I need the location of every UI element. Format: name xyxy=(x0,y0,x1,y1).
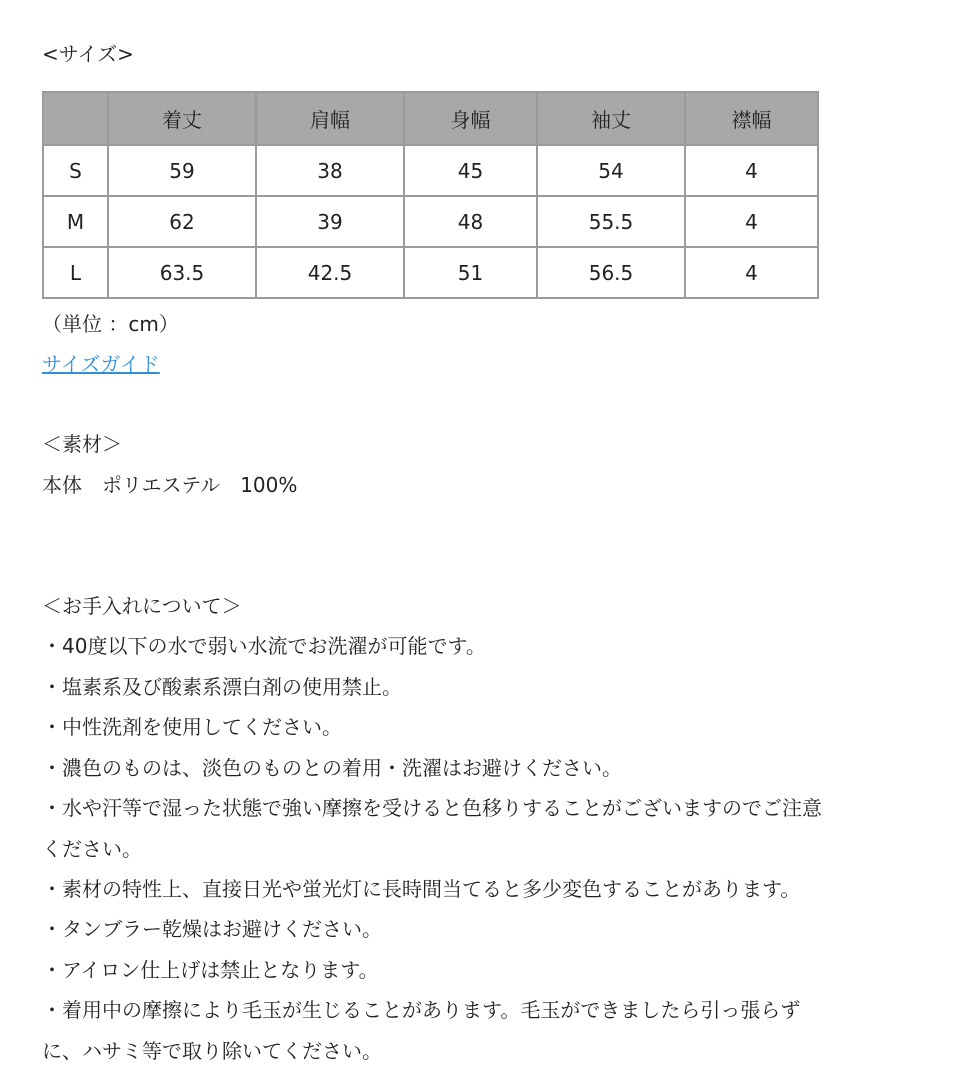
table-header-cell: 身幅 xyxy=(404,92,537,145)
table-cell: 4 xyxy=(685,196,818,247)
table-cell: 54 xyxy=(537,145,685,196)
table-cell: M xyxy=(43,196,108,247)
care-line: ・中性洗剤を使用してください。 xyxy=(42,715,342,739)
table-cell: 45 xyxy=(404,145,537,196)
table-cell: 39 xyxy=(256,196,404,247)
table-header-row xyxy=(43,92,818,145)
care-line: ・40度以下の水で弱い水流でお洗濯が可能です。 xyxy=(42,634,486,658)
table-header-cell xyxy=(43,92,108,145)
table-cell: 55.5 xyxy=(537,196,685,247)
table-header-cell: 着丈 xyxy=(108,92,256,145)
material-body: 本体 ポリエステル 100% xyxy=(42,473,298,497)
size-heading: <サイズ> xyxy=(42,42,134,66)
size-table xyxy=(42,91,819,299)
care-line: ・濃色のものは、淡色のものとの着用・洗濯はお避けください。 xyxy=(42,756,622,780)
table-cell: L xyxy=(43,247,108,298)
table-row xyxy=(43,196,818,247)
size-guide-link[interactable]: サイズガイド xyxy=(42,352,160,376)
table-cell: 63.5 xyxy=(108,247,256,298)
care-line: ・塩素系及び酸素系漂白剤の使用禁止。 xyxy=(42,675,402,699)
care-line: ・素材の特性上、直接日光や蛍光灯に長時間当てると多少変色することがあります。 xyxy=(42,877,801,901)
care-line: ・着用中の摩擦により毛玉が生じることがあります。毛玉ができましたら引っ張らず xyxy=(42,998,801,1022)
table-cell: 38 xyxy=(256,145,404,196)
table-cell: 42.5 xyxy=(256,247,404,298)
care-line: ください。 xyxy=(42,837,142,861)
table-cell: 56.5 xyxy=(537,247,685,298)
care-line: に、ハサミ等で取り除いてください。 xyxy=(42,1039,382,1063)
table-cell: 4 xyxy=(685,247,818,298)
care-line: ・タンブラー乾燥はお避けください。 xyxy=(42,917,382,941)
table-cell: 48 xyxy=(404,196,537,247)
care-heading: ＜お手入れについて＞ xyxy=(42,594,242,618)
care-line: ・水や汗等で湿った状態で強い摩擦を受けると色移りすることがございますのでご注意 xyxy=(42,796,822,820)
material-heading: ＜素材＞ xyxy=(42,432,122,456)
table-cell: 51 xyxy=(404,247,537,298)
table-header-cell: 袖丈 xyxy=(537,92,685,145)
table-cell: 4 xyxy=(685,145,818,196)
table-row xyxy=(43,145,818,196)
care-line: ・アイロン仕上げは禁止となります。 xyxy=(42,958,379,982)
table-header-cell: 肩幅 xyxy=(256,92,404,145)
table-header-cell: 襟幅 xyxy=(685,92,818,145)
table-cell: 62 xyxy=(108,196,256,247)
unit-note: （単位 ：cm） xyxy=(42,312,179,336)
table-cell: S xyxy=(43,145,108,196)
table-row xyxy=(43,247,818,298)
table-cell: 59 xyxy=(108,145,256,196)
